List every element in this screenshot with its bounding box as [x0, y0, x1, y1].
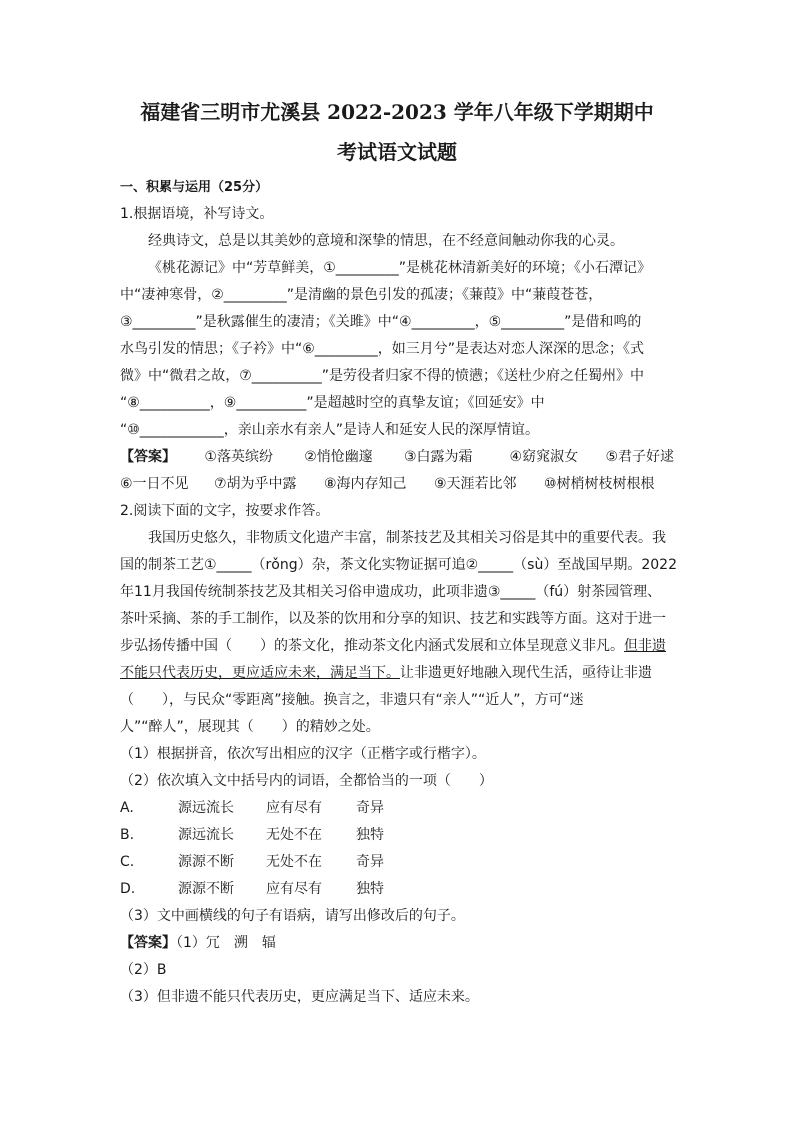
answer-item: ⑨天涯若比邻	[434, 476, 517, 492]
option-word: 源源不断	[178, 881, 234, 897]
answer-item: ④窈窕淑女	[509, 449, 579, 465]
question-1-line: “⑩____________，亲山亲水有亲人”是诗人和延安人民的深厚情谊。	[120, 422, 540, 438]
sub-question-3: （3）文中画横线的句子有语病，请写出修改后的句子。	[120, 908, 465, 924]
question-1-answer-row-1	[120, 444, 674, 471]
option-d	[120, 876, 674, 903]
passage-line: 人”“醉人”，展现其（ ）的精妙之处。	[120, 719, 380, 735]
passage-line: 我国历史悠久，非物质文化遗产丰富，制茶技艺及其相关习俗是其中的重要代表。我	[148, 530, 666, 546]
option-key: B.	[120, 827, 135, 843]
option-word: 无处不在	[266, 854, 322, 870]
passage-line	[120, 660, 674, 687]
option-a	[120, 795, 674, 822]
answer-label: 【答案】	[120, 449, 176, 465]
option-key: C.	[120, 854, 135, 870]
question-1-line: “⑧__________，⑨__________”是超越时空的真挚友谊；《回延安》中	[120, 395, 545, 411]
underlined-sentence: 不能只代表历史，更应适应未来，满足当下。	[120, 665, 400, 681]
question-2-answer-1	[120, 930, 674, 957]
answer-item: ③白露为霜	[403, 449, 473, 465]
option-word: 无处不在	[266, 827, 322, 843]
question-2-answer-3: （3）但非遗不能只代表历史，更应满足当下、适应未来。	[120, 989, 479, 1005]
option-key: A.	[120, 800, 134, 816]
option-word: 奇异	[356, 854, 384, 870]
passage-line: 年11月我国传统制茶技艺及其相关习俗申遗成功，此项非遗③_____（fú）射茶园管理、	[120, 584, 662, 600]
option-word: 源远流长	[178, 827, 234, 843]
answer-item: ⑧海内存知己	[324, 476, 407, 492]
option-word: 源远流长	[178, 800, 234, 816]
passage-text: 让非遗更好地融入现代生活，亟待让非遗	[400, 665, 652, 681]
option-word: 源源不断	[178, 854, 234, 870]
answer-text: （1）冗 溯 辐	[176, 935, 276, 951]
document-title-line-2: 考试语文试题	[337, 140, 457, 164]
passage-line: （ ），与民众“零距离”接触。换言之，非遗只有“亲人”“近人”，方可“迷	[120, 692, 584, 708]
answer-item: ⑤君子好逑	[605, 449, 675, 465]
question-1-answer-row-2	[120, 471, 674, 498]
underlined-sentence: 但非遗	[624, 638, 666, 654]
question-2-stem: 2.阅读下面的文字，按要求作答。	[120, 503, 330, 519]
question-2-answer-2: （2）B	[120, 962, 167, 978]
answer-item: ②悄怆幽邃	[304, 449, 373, 465]
option-word: 应有尽有	[266, 881, 322, 897]
option-key: D.	[120, 881, 136, 897]
question-1-stem: 1.根据语境，补写诗文。	[120, 206, 274, 222]
answer-label: 【答案】	[120, 935, 176, 951]
question-1-intro: 经典诗文，总是以其美妙的意境和深挚的情思，在不经意间触动你我的心灵。	[148, 233, 624, 249]
answer-item: ⑦胡为乎中露	[214, 476, 297, 492]
passage-line: 茶叶采摘、茶的手工制作，以及茶的饮用和分享的知识、技艺和实践等方面。这对于进一	[120, 611, 666, 627]
option-b	[120, 822, 674, 849]
question-1-line: 微》中“微君之故，⑦__________”是劳役者归家不得的愤懑；《送杜少府之任蜀州》中	[120, 368, 645, 384]
option-word: 奇异	[356, 800, 384, 816]
document-title-line-1: 福建省三明市尤溪县 2022-2023 学年八年级下学期期中	[140, 100, 654, 124]
passage-line	[120, 633, 674, 660]
answer-item: ⑥一日不见	[120, 476, 189, 492]
question-1-line: ③_________”是秋露催生的凄清；《关雎》中“④_________，⑤_________”是借和鸣的	[120, 314, 642, 330]
sub-question-2: （2）依次填入文中括号内的词语，全都恰当的一项（ ）	[120, 773, 493, 789]
question-1-line: 水鸟引发的情思；《子衿》中“⑥_________，如三月兮”是表达对恋人深深的思念；《式	[120, 341, 645, 357]
question-1-line: 中“凄神寒骨，②_________”是清幽的景色引发的孤凄；《蒹葭》中“蒹葭苍苍，	[120, 287, 603, 303]
answer-item: ⑩树梢树枝树根根	[544, 476, 655, 492]
sub-question-1: （1）根据拼音，依次写出相应的汉字（正楷字或行楷字）。	[120, 746, 486, 762]
answer-item: ①落英缤纷	[204, 449, 273, 465]
passage-line: 国的制茶工艺①_____（rǒng）杂，茶文化实物证据可追②_____（sù）至战国早期。2022	[120, 557, 677, 573]
option-c	[120, 849, 674, 876]
option-word: 独特	[356, 827, 384, 843]
passage-text: 步弘扬传播中国（ ）的茶文化，推动茶文化内涵式发展和立体呈现意义非凡。	[120, 638, 624, 654]
section-heading: 一、积累与运用（25分）	[120, 180, 269, 195]
question-1-line: 《桃花源记》中“芳草鲜美，①_________”是桃花林清新美好的环境；《小石潭记》	[148, 260, 652, 276]
option-word: 应有尽有	[266, 800, 322, 816]
option-word: 独特	[356, 881, 384, 897]
